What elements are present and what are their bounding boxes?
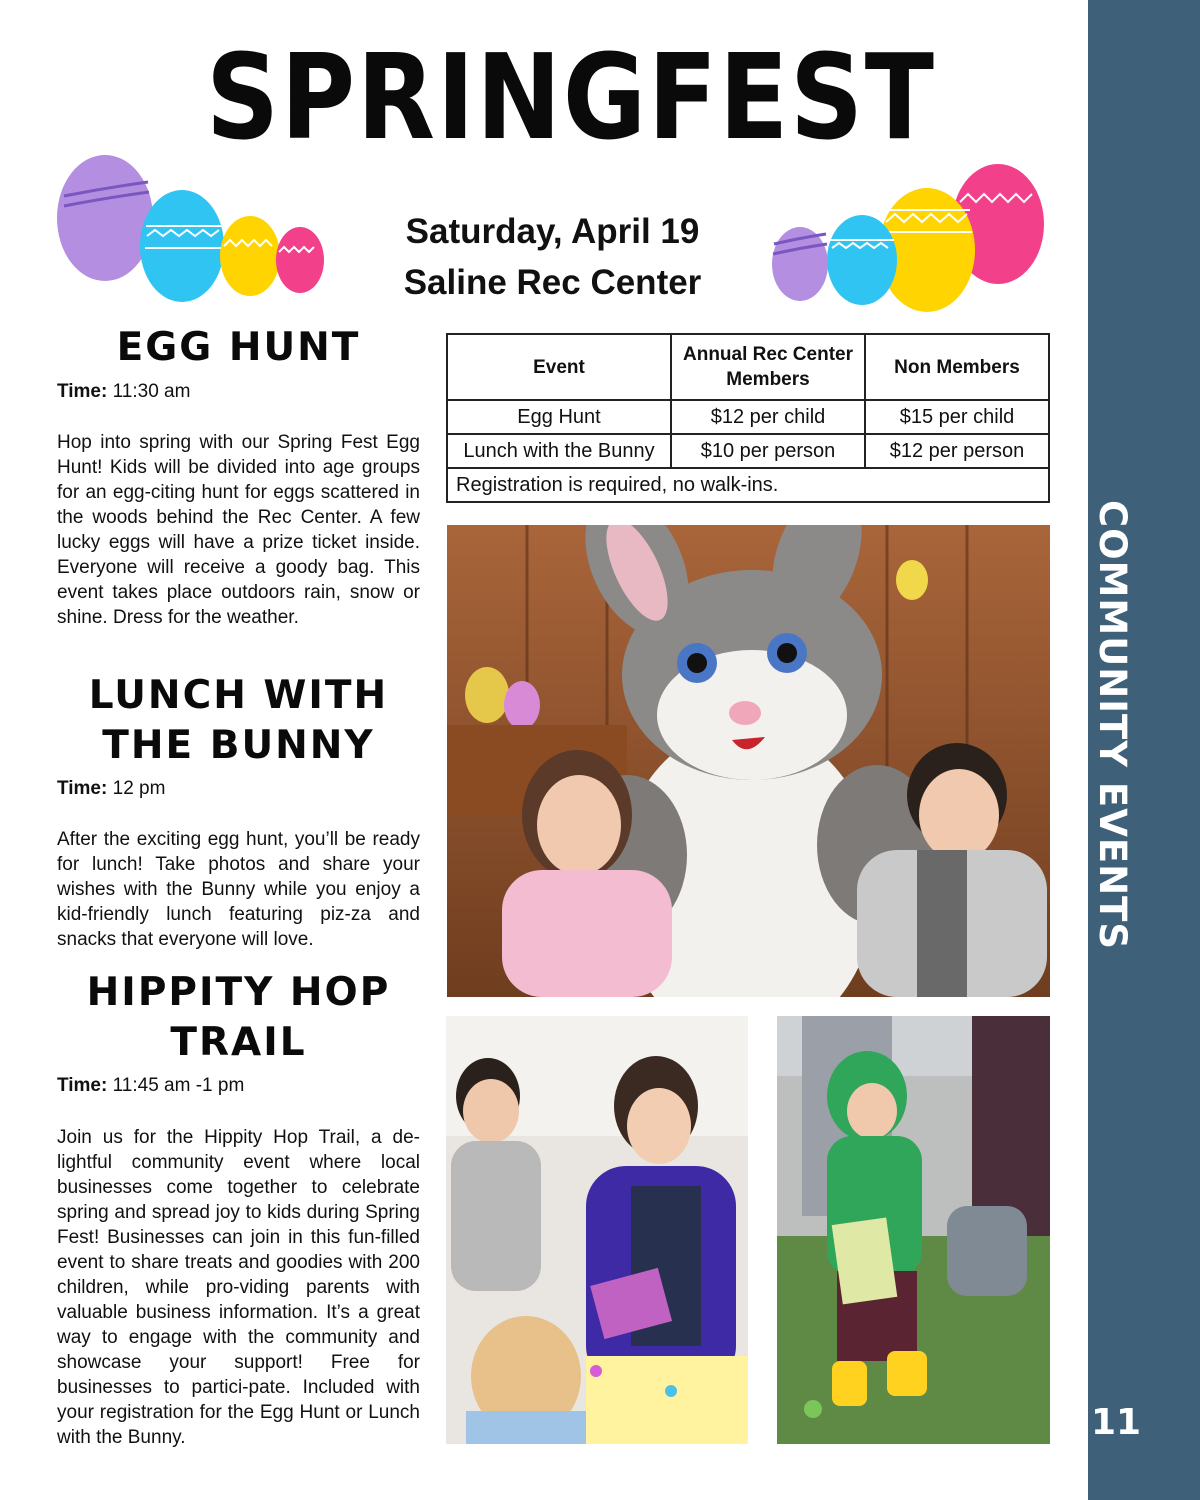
bunny-photo-image (447, 525, 1050, 997)
yellow-egg (220, 216, 280, 296)
table-header-row (447, 334, 1049, 400)
blue-egg (140, 190, 224, 302)
price-table (446, 333, 1050, 503)
table-header: Event (447, 334, 671, 400)
trail-description: Join us for the Hippity Hop Trail, a de-lightful community event where local businesses come together to celebrate spring and spread joy to kids during Spring Fest! Businesses can join in this fun-filled event to share treats and goodies with 200 children, while pro-viding parents with valuable business information. It’s a great way to engage with the community and showcase your support! Free for businesses to partici-pate. Included with your registration for the Egg Hunt or Lunch with the Bunny. (57, 1127, 420, 1448)
indoor-photo-image (446, 1016, 748, 1444)
trail-time: Time: 11:45 am -1 pm (57, 1075, 245, 1096)
photo-bunny-with-kids (447, 525, 1050, 997)
section-label: COMMUNITY EVENTS (1091, 500, 1134, 950)
event-date: Saturday, April 19 (405, 212, 700, 251)
lunch-time: Time: 12 pm (57, 778, 166, 799)
table-cell: $15 per child (865, 400, 1049, 434)
table-cell: Egg Hunt (447, 400, 671, 434)
lunch-description: After the exciting egg hunt, you’ll be ready for lunch! Take photos and share your wishes with the Bunny while you enjoy a kid-friendly lunch featuring piz-za and snacks that everyone will love. (57, 829, 420, 950)
table-cell: $10 per person (671, 434, 865, 468)
blue-egg (827, 215, 897, 305)
table-row (447, 400, 1049, 434)
table-header: Annual Rec Center Members (671, 334, 865, 400)
table-header: Non Members (865, 334, 1049, 400)
registration-note: Registration is required, no walk-ins. (447, 468, 1049, 502)
easter-eggs-left-icon (52, 148, 332, 313)
table-cell: $12 per child (671, 400, 865, 434)
page-title: SPRINGFEST (206, 28, 936, 166)
page-number: 11 (1090, 1402, 1142, 1443)
table-row (447, 468, 1049, 502)
event-location: Saline Rec Center (403, 263, 702, 302)
photo-outdoor-egg-hunt (777, 1016, 1050, 1444)
table-cell: $12 per person (865, 434, 1049, 468)
trail-heading: HIPPITY HOP TRAIL (86, 970, 391, 1065)
outdoor-photo-image (777, 1016, 1050, 1444)
purple-egg (57, 155, 153, 281)
table-row (447, 434, 1049, 468)
pink-egg (276, 227, 324, 293)
photo-indoor-activity (446, 1016, 748, 1444)
egg-hunt-description: Hop into spring with our Spring Fest Egg Hunt! Kids will be divided into age groups for an egg-citing hunt for eggs scattered in the woods behind the Rec Center. A few lucky eggs will have a prize ticket inside. Everyone will receive a goody bag. This event takes place outdoors rain, snow or shine. Dress for the weather. (57, 432, 420, 628)
lunch-heading: LUNCH WITH THE BUNNY (88, 673, 389, 768)
egg-hunt-time: Time: 11:30 am (57, 381, 191, 402)
easter-eggs-right-icon (770, 152, 1055, 317)
egg-hunt-heading: EGG HUNT (116, 325, 361, 370)
table-cell: Lunch with the Bunny (447, 434, 671, 468)
